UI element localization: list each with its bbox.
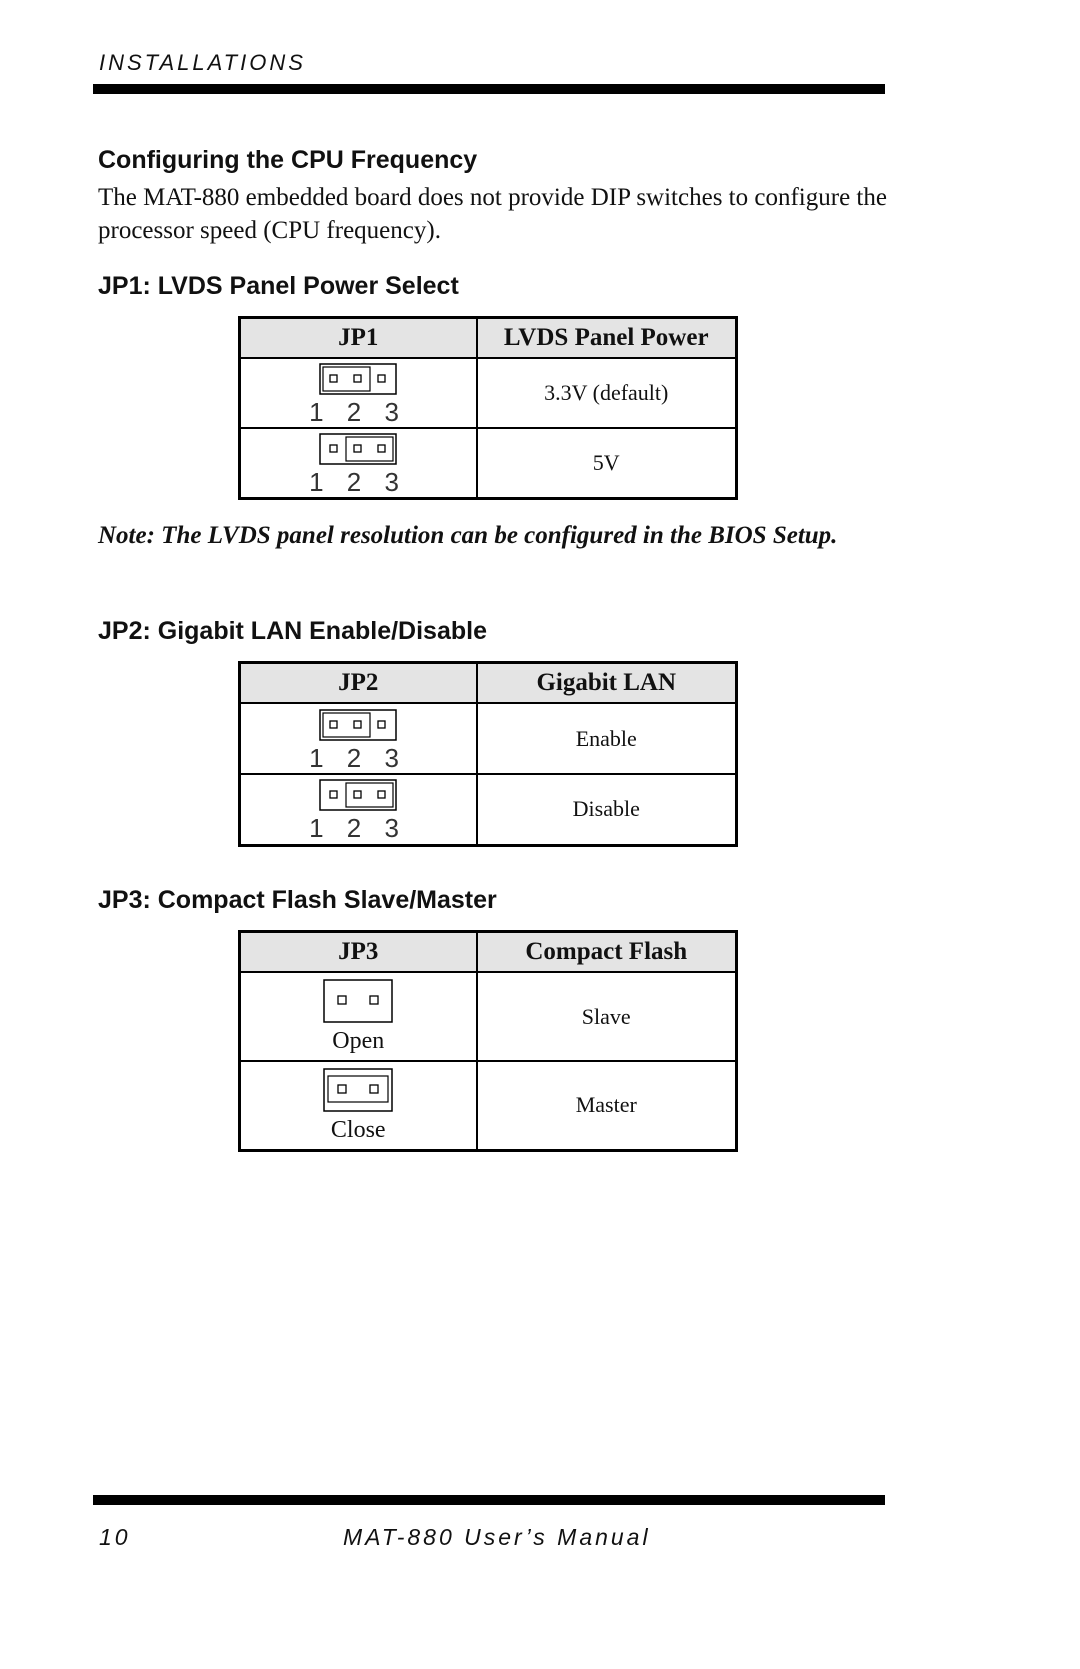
jp2-value-cell: Disable xyxy=(477,774,737,845)
jumper-3pin-2-3-icon xyxy=(309,778,408,844)
jp1-header-row xyxy=(240,318,737,359)
jumper-3pin-2-3-icon xyxy=(309,432,408,497)
jp3-col-header: JP3 xyxy=(240,932,477,973)
jumper-state-label: Close xyxy=(330,1116,386,1143)
header-rule xyxy=(93,84,885,94)
table-row xyxy=(240,972,737,1061)
jp3-close-cell xyxy=(240,1061,477,1150)
cpu-heading: Configuring the CPU Frequency xyxy=(98,146,478,174)
jp3-header-row xyxy=(240,932,737,973)
jp1-jumper-1-2-cell xyxy=(240,358,477,428)
jp3-value-cell: Master xyxy=(477,1061,737,1150)
jumper-state-label: Open xyxy=(332,1028,385,1054)
jumper-3pin-1-2-icon xyxy=(309,708,408,773)
pin-numbers: 1 2 3 xyxy=(309,813,408,844)
table-row xyxy=(240,358,737,428)
jp1-col-header: JP1 xyxy=(240,318,477,359)
jp3-heading: JP3: Compact Flash Slave/Master xyxy=(98,886,497,914)
cpu-paragraph: The MAT-880 embedded board does not provide DIP switches to configure the processor speed (CPU frequency). xyxy=(98,184,887,244)
jumper-2pin-closed-icon xyxy=(322,1067,394,1113)
jp2-heading: JP2: Gigabit LAN Enable/Disable xyxy=(98,617,487,645)
jp1-value-cell: 5V xyxy=(477,428,737,498)
jp3-value-cell: Slave xyxy=(477,972,737,1061)
table-row xyxy=(240,428,737,498)
pin-numbers: 1 2 3 xyxy=(309,466,408,497)
jumper-3pin-1-2-icon xyxy=(309,362,408,427)
manual-title: MAT-880 User’s Manual xyxy=(343,1524,651,1550)
footer-rule xyxy=(93,1495,885,1505)
jp1-jumper-2-3-cell xyxy=(240,428,477,498)
jp1-value-cell: 3.3V (default) xyxy=(477,358,737,428)
lvds-note: Note: The LVDS panel resolution can be configured in the BIOS Setup. xyxy=(98,522,838,549)
jp2-jumper-2-3-cell xyxy=(240,774,477,845)
page-number: 10 xyxy=(99,1524,131,1550)
jp2-col-header: JP2 xyxy=(240,663,477,704)
jp2-header-row xyxy=(240,663,737,704)
jp2-value-header: Gigabit LAN xyxy=(477,663,737,704)
jp3-value-header: Compact Flash xyxy=(477,932,737,973)
running-header: INSTALLATIONS xyxy=(99,50,306,75)
table-row xyxy=(240,1061,737,1150)
jp2-jumper-1-2-cell xyxy=(240,703,477,774)
jp3-open-cell xyxy=(240,972,477,1061)
jp3-table xyxy=(238,930,738,1152)
pin-numbers: 1 2 3 xyxy=(309,742,408,773)
pin-numbers: 1 2 3 xyxy=(309,397,408,427)
table-row xyxy=(240,774,737,845)
jp1-heading: JP1: LVDS Panel Power Select xyxy=(98,272,459,300)
table-row xyxy=(240,703,737,774)
jp1-value-header: LVDS Panel Power xyxy=(477,318,737,359)
jp2-value-cell: Enable xyxy=(477,703,737,774)
jumper-2pin-open-icon xyxy=(322,978,394,1024)
jp1-table xyxy=(238,316,738,500)
jp2-table xyxy=(238,661,738,847)
